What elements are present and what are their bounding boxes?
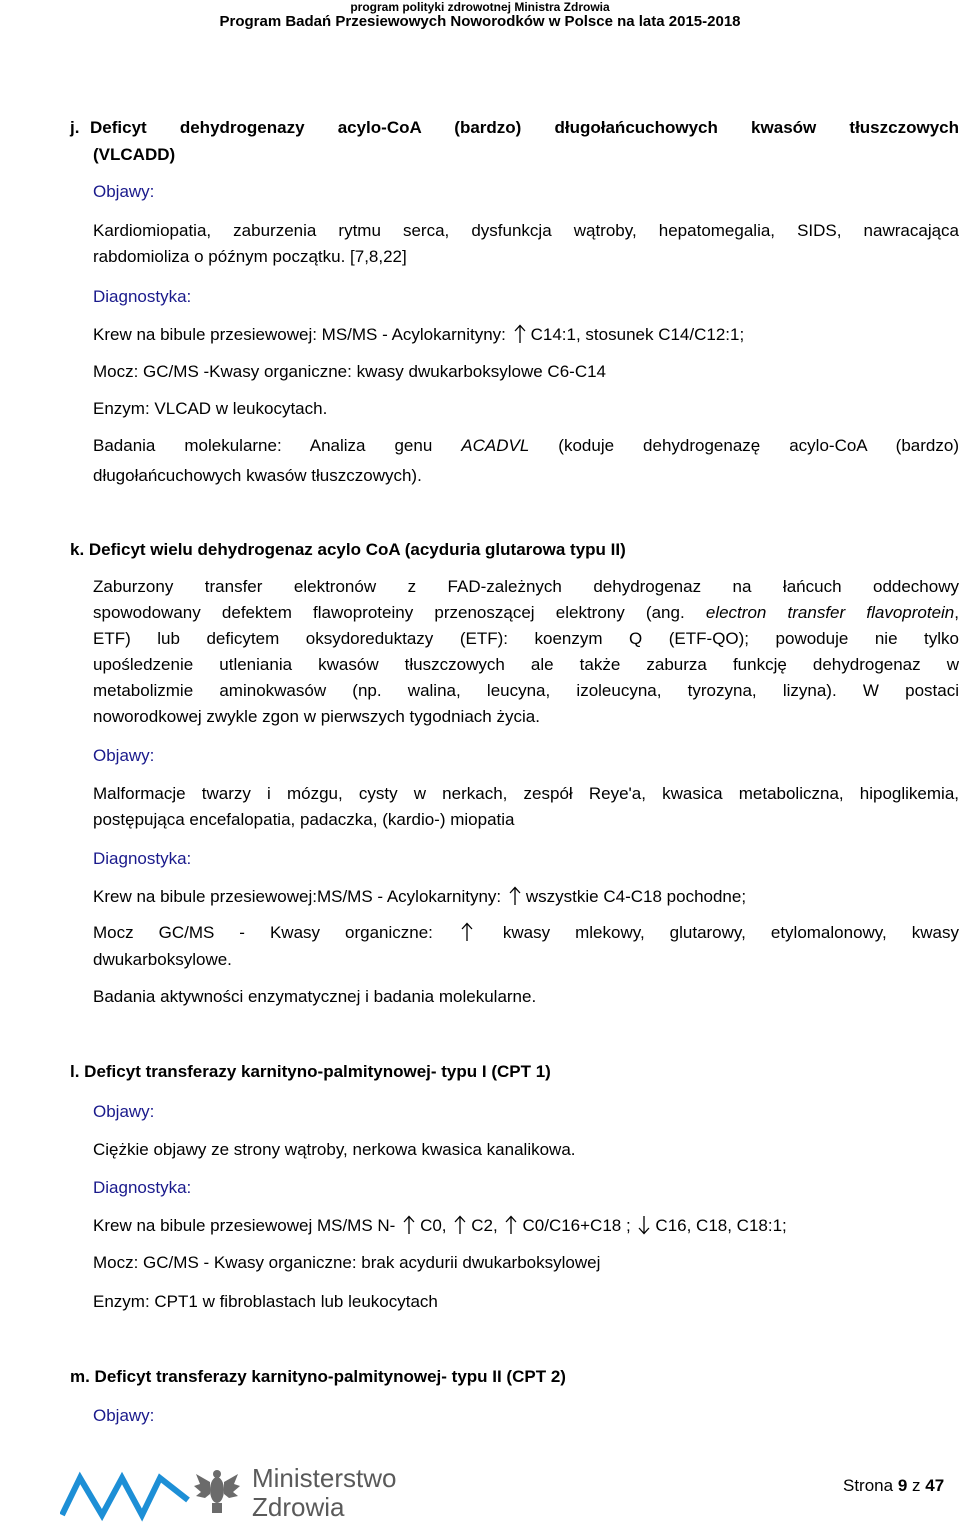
section-k-para-text: spowodowany defektem flawoproteiny przenoszącej elektrony (ang.: [93, 603, 685, 622]
section-k-mocz-line1: [93, 920, 959, 946]
section-j-objawy-line1: Kardiomiopatia, zaburzenia rytmu serca, dysfunkcja wątroby, hepatomegalia, SIDS, nawracająca: [93, 221, 959, 240]
section-j-objawy-label: Objawy:: [93, 182, 155, 201]
section-m-title: m. Deficyt transferazy karnityno-palmitynowej- typu II (CPT 2): [70, 1367, 566, 1386]
section-j-mocz: Mocz: GC/MS -Kwasy organiczne: kwasy dwukarboksylowe C6-C14: [93, 362, 607, 381]
page-number: [843, 1476, 944, 1496]
header-program-line: program polityki zdrowotnej Ministra Zdrowia: [350, 0, 610, 14]
section-k-para-line2: [93, 600, 959, 626]
page-total: 47: [925, 1476, 945, 1495]
section-k-mocz-line2: dwukarboksylowe.: [93, 950, 232, 969]
section-j-diagnostyka-label: Diagnostyka:: [93, 287, 192, 306]
section-k-diagnostyka-label: Diagnostyka:: [93, 849, 192, 868]
logo-word-zdrowia: Zdrowia: [252, 1492, 345, 1522]
arrow-up-icon: [513, 324, 527, 344]
section-k-objawy-label: Objawy:: [93, 746, 155, 765]
section-l-mocz: Mocz: GC/MS - Kwasy organiczne: brak acydurii dwukarboksylowej: [93, 1253, 601, 1272]
section-j-krew-text: Krew na bibule przesiewowej: MS/MS - Acylokarnityny:: [93, 325, 506, 344]
page-mid: z: [907, 1476, 926, 1495]
section-l-title: l. Deficyt transferazy karnityno-palmitynowej- typu I (CPT 1): [70, 1062, 551, 1081]
section-k-krew-values: wszystkie C4-C18 pochodne;: [525, 887, 747, 906]
section-k-para-line4: upośledzenie utleniania kwasów tłuszczowych ale także zaburza funkcję dehydrogenaz w: [93, 655, 959, 674]
section-l-objawy-label: Objawy:: [93, 1102, 155, 1121]
arrow-up-icon: [453, 1215, 467, 1235]
header-title: Program Badań Przesiewowych Noworodków w Polsce na lata 2015-2018: [219, 13, 741, 30]
section-k-title: k. Deficyt wielu dehydrogenaz acylo CoA (acyduria glutarowa typu II): [70, 540, 626, 559]
logo-word-ministerstwo: Ministerstwo: [252, 1463, 397, 1493]
arrow-up-icon: [460, 922, 474, 942]
section-j-title-cont: (VLCADD): [93, 145, 176, 164]
section-k-badania: Badania aktywności enzymatycznej i badania molekularne.: [93, 987, 537, 1006]
section-l-diagnostyka-label: Diagnostyka:: [93, 1178, 192, 1197]
section-l-objawy: Ciężkie objawy ze strony wątroby, nerkowa kwasica kanalikowa.: [93, 1140, 576, 1159]
section-l-enzym: Enzym: CPT1 w fibroblastach lub leukocytach: [93, 1292, 438, 1311]
section-j-letter: j.: [70, 118, 80, 137]
page-prefix: Strona: [843, 1476, 898, 1495]
section-k-objawy-line1: Malformacje twarzy i mózgu, cysty w nerkach, zespół Reye'a, kwasica metaboliczna, hipoglikemia,: [93, 784, 959, 803]
section-l-krew-decreased: C16, C18, C18:1;: [655, 1216, 787, 1235]
section-j-badania-text: Badania molekularne: Analiza genu: [93, 436, 433, 455]
section-k-para-line3: ETF) lub deficytem oksydoreduktazy (ETF): koenzym Q (ETF-QO); powoduje nie tylko: [93, 629, 959, 648]
section-j-enzym: Enzym: VLCAD w leukocytach.: [93, 399, 328, 418]
arrow-up-icon: [504, 1215, 518, 1235]
section-k-para-comma: ,: [954, 603, 959, 622]
section-m-objawy-label: Objawy:: [93, 1406, 155, 1425]
section-k-para-line1: Zaburzony transfer elektronów z FAD-zależnych dehydrogenaz na łańcuch oddechowy: [93, 577, 959, 596]
section-j-krew-line: [93, 324, 744, 345]
section-k-para-line6: noworodkowej zwykle zgon w pierwszych tygodniach życia.: [93, 707, 540, 726]
page-current: 9: [897, 1476, 908, 1495]
section-j-objawy-line2: rabdomioliza o późnym początku. [7,8,22]: [93, 247, 407, 266]
arrow-up-icon: [402, 1215, 416, 1235]
section-l-krew-c0: C0,: [420, 1216, 447, 1235]
arrow-up-icon: [508, 886, 522, 906]
section-k-para-italic: electron transfer flavoprotein: [705, 603, 955, 622]
section-j-badania-line2: długołańcuchowych kwasów tłuszczowych).: [93, 466, 422, 485]
section-j-krew-values: C14:1, stosunek C14/C12:1;: [530, 325, 745, 344]
section-j-badania-text2: (koduje dehydrogenazę acylo-CoA (bardzo): [558, 436, 959, 455]
section-j-title: Deficyt dehydrogenazy acylo-CoA (bardzo) długołańcuchowych kwasów tłuszczowych: [90, 118, 959, 137]
section-k-objawy-line2: postępująca encefalopatia, padaczka, (kardio-) miopatia: [93, 810, 515, 829]
section-k-mocz-text: Mocz GC/MS - Kwasy organiczne:: [93, 923, 433, 942]
ministry-logo-graphic: [60, 1460, 400, 1522]
section-l-krew-line: [93, 1215, 787, 1236]
section-l-krew-ratio: C0/C16+C18 ;: [522, 1216, 631, 1235]
arrow-down-icon: [637, 1215, 651, 1235]
eagle-emblem-icon: [194, 1470, 240, 1513]
section-k-para-line5: metabolizmie aminokwasów (np. walina, leucyna, izoleucyna, tyrozyna, lizyna). W postaci: [93, 681, 959, 700]
section-l-krew-text: Krew na bibule przesiewowej MS/MS N-: [93, 1216, 396, 1235]
section-j-gene-name: ACADVL: [461, 436, 530, 455]
section-k-krew-text: Krew na bibule przesiewowej:MS/MS - Acylokarnityny:: [93, 887, 502, 906]
section-j-badania-line1: [93, 433, 959, 459]
section-k-krew-line: [93, 886, 746, 907]
ministry-logo: [60, 1460, 400, 1522]
section-l-krew-c2: C2,: [471, 1216, 498, 1235]
section-k-mocz-values: kwasy mlekowy, glutarowy, etylomalonowy, kwasy: [502, 923, 959, 942]
